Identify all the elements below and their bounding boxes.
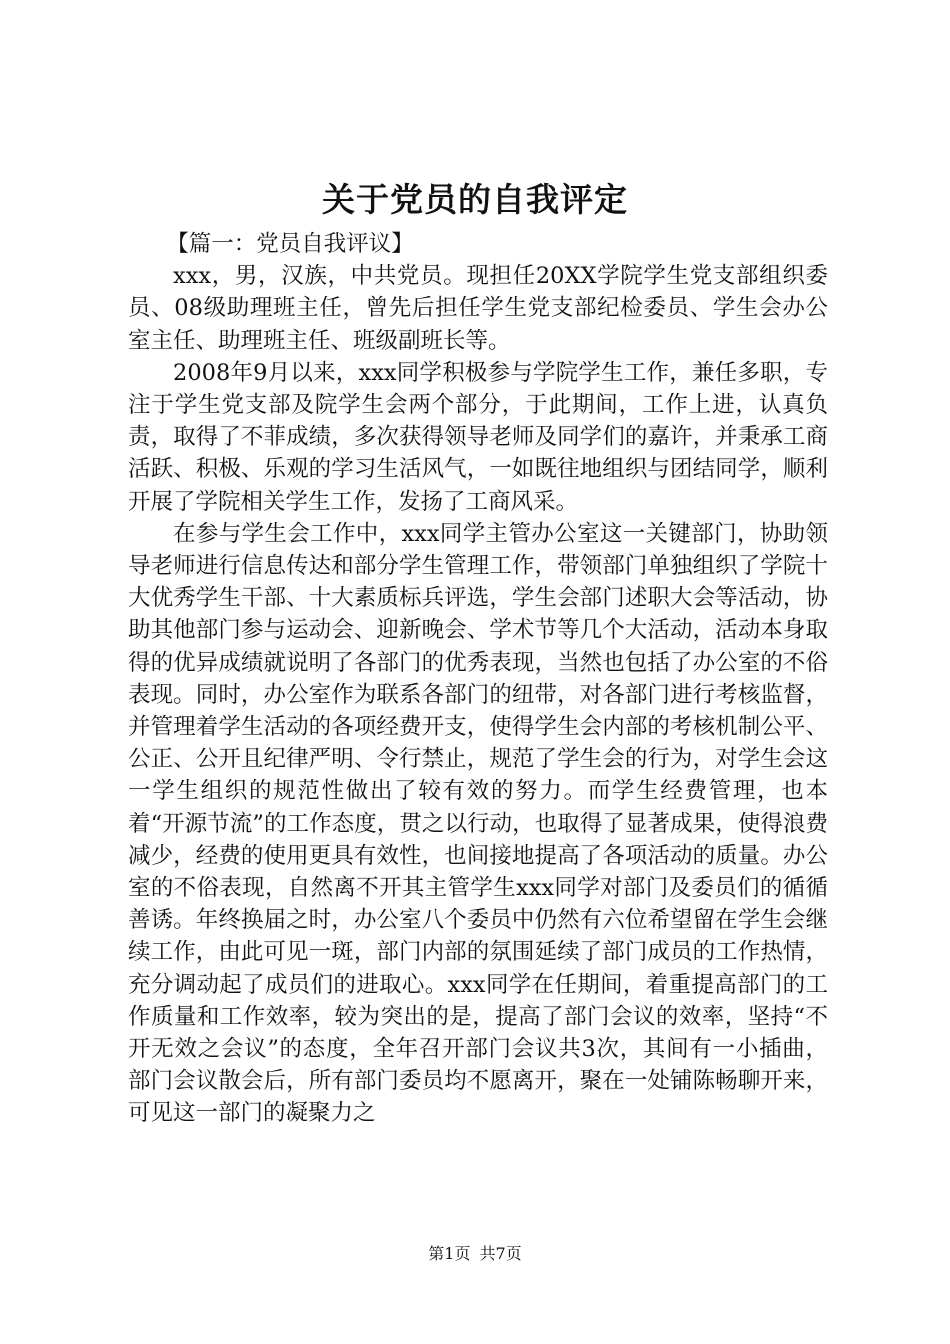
document-title: 关于党员的自我评定 [322, 180, 628, 219]
paragraph: 2008年9月以来，xxx同学积极参与学院学生工作，兼任多职，专注于学生党支部及院学生会两个部分，于此期间，工作上进，认真负责，取得了不菲成绩，多次获得领导老师及同学们的嘉许，并秉承工商活跃、积极、乐观的学习生活风气，一如既往地组织与团结同学，顺利开展了学院相关学生工作，发扬了工商风采。 [128, 359, 828, 515]
page-footer [0, 1244, 950, 1264]
section-heading: 【篇一：党员自我评议】 [166, 231, 414, 257]
paragraph: xxx，男，汉族，中共党员。现担任20XX学院学生党支部组织委员、08级助理班主任，曾先后担任学生党支部纪检委员、学生会办公室主任、助理班主任、班级副班长等。 [128, 263, 828, 354]
page-total: 共7页 [479, 1244, 522, 1263]
page-number: 第1页 [428, 1244, 471, 1263]
document-body [128, 228, 828, 1130]
paragraph: 在参与学生会工作中，xxx同学主管办公室这一关键部门，协助领导老师进行信息传达和部分学生管理工作，带领部门单独组织了学院十大优秀学生干部、十大素质标兵评选，学生会部门述职大会等活动，协助其他部门参与运动会、迎新晚会、学术节等几个大活动，活动本身取得的优异成绩就说明了各部门的优秀表现，当然也包括了办公室的不俗表现。同时，办公室作为联系各部门的纽带，对各部门进行考核监督，并管理着学生活动的各项经费开支，使得学生会内部的考核机制公平、公正、公开且纪律严明、令行禁止，规范了学生会的行为，对学生会这一学生组织的规范性做出了较有效的努力。而学生经费管理，也本着“开源节流”的工作态度，贯之以行动，也取得了显著成果，使得浪费减少，经费的使用更具有效性，也间接地提高了各项活动的质量。办公室的不俗表现，自然离不开其主管学生xxx同学对部门及委员们的循循善诱。年终换届之时，办公室八个委员中仍然有六位希望留在学生会继续工作，由此可见一斑，部门内部的氛围延续了部门成员的工作热情，充分调动起了成员们的进取心。xxx同学在任期间，着重提高部门的工作质量和工作效率，较为突出的是，提高了部门会议的效率，坚持“不开无效之会议”的态度，全年召开部门会议共3次，其间有一小插曲，部门会议散会后，所有部门委员均不愿离开，聚在一处铺陈畅聊开来，可见这一部门的凝聚力之 [128, 520, 828, 1127]
